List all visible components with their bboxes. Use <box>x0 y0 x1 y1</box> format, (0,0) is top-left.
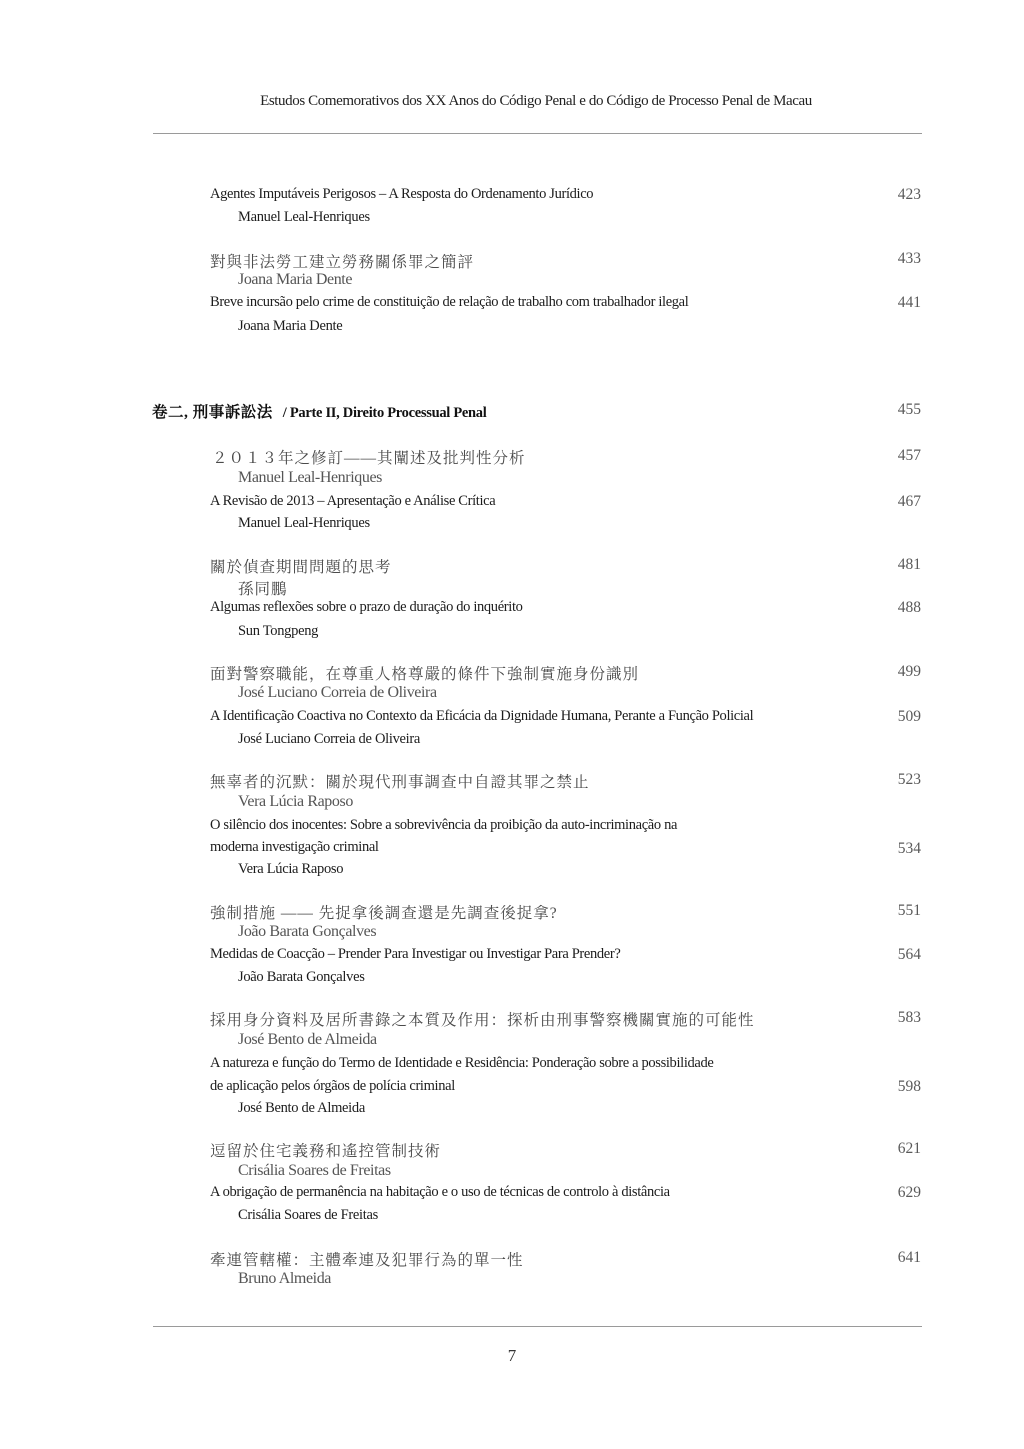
toc-entry-author: Manuel Leal-Henriques <box>238 515 370 531</box>
toc-entry-page[interactable]: 564 <box>897 946 921 963</box>
toc-entry-author: Sun Tongpeng <box>238 623 319 639</box>
toc-entry-title[interactable]: 無辜者的沉默：關於現代刑事調查中自證其罪之禁止 <box>210 774 590 791</box>
toc-entry-title[interactable]: O silêncio dos inocentes: Sobre a sobrevivência da proibição da auto-incriminação na <box>210 817 678 833</box>
toc-entry-title[interactable]: A natureza e função do Termo de Identidade e Residência: Ponderação sobre a possibilidade <box>210 1055 714 1071</box>
toc-entry-title[interactable]: 對與非法勞工建立勞務關係罪之簡評 <box>210 254 475 271</box>
toc-entry-page[interactable]: 509 <box>897 708 921 725</box>
toc-entry-author: Vera Lúcia Raposo <box>238 861 344 877</box>
section-title-zh: 卷二, 刑事訴訟法 <box>152 404 273 421</box>
toc-entry-title[interactable]: 強制措施 —— 先捉拿後調查還是先調查後捉拿? <box>210 905 558 922</box>
toc-entry-page[interactable]: 534 <box>897 840 921 857</box>
footer-rule <box>153 1326 922 1327</box>
toc-entry-title[interactable]: Medidas de Coacção – Prender Para Investigar ou Investigar Para Prender? <box>210 946 621 962</box>
toc-entry-page[interactable]: 423 <box>897 186 921 203</box>
toc-entry-page[interactable]: 457 <box>897 447 921 464</box>
toc-entry-page[interactable]: 551 <box>897 902 921 919</box>
header-rule <box>153 133 922 134</box>
toc-entry-author: José Bento de Almeida <box>238 1031 377 1048</box>
toc-entry-page[interactable]: 523 <box>897 771 921 788</box>
toc-entry-author: 孫同鵬 <box>238 581 288 598</box>
toc-entry-title[interactable]: Algumas reflexões sobre o prazo de duração do inquérito <box>210 599 523 615</box>
toc-entry-author: Crisália Soares de Freitas <box>238 1162 391 1179</box>
toc-entry-author: Manuel Leal-Henriques <box>238 469 382 486</box>
toc-entry-author: José Bento de Almeida <box>238 1100 365 1116</box>
toc-entry-title[interactable]: 關於偵查期間問題的思考 <box>210 559 392 576</box>
toc-entry-page[interactable]: 433 <box>897 250 921 267</box>
running-header: Estudos Comemorativos dos XX Anos do Código Penal e do Código de Processo Penal de Macau <box>260 93 812 109</box>
toc-entry-author: Joana Maria Dente <box>238 318 343 334</box>
toc-entry-page[interactable]: 481 <box>897 556 921 573</box>
toc-entry-author: João Barata Gonçalves <box>238 969 365 985</box>
toc-entry-title[interactable]: A Revisão de 2013 – Apresentação e Análise Crítica <box>210 493 496 509</box>
toc-entry-title[interactable]: A obrigação de permanência na habitação e o uso de técnicas de controlo à distância <box>210 1184 670 1200</box>
toc-entry-page[interactable]: 598 <box>897 1078 921 1095</box>
page-number: 7 <box>507 1346 517 1365</box>
toc-entry-title-continued[interactable]: moderna investigação criminal <box>210 839 379 855</box>
toc-entry-author: Bruno Almeida <box>238 1270 332 1287</box>
section-page[interactable]: 455 <box>897 401 921 418</box>
toc-entry-author: Joana Maria Dente <box>238 271 353 288</box>
toc-entry-title[interactable]: Breve incursão pelo crime de constituição de relação de trabalho com trabalhador ilegal <box>210 294 689 310</box>
toc-entry-page[interactable]: 441 <box>897 294 921 311</box>
toc-entry-title[interactable]: ２０１３年之修訂——其闡述及批判性分析 <box>212 450 526 467</box>
toc-entry-author: Crisália Soares de Freitas <box>238 1207 378 1223</box>
toc-entry-author: Manuel Leal-Henriques <box>238 209 370 225</box>
toc-entry-title[interactable]: 採用身分資料及居所書錄之本質及作用：探析由刑事警察機關實施的可能性 <box>210 1012 755 1029</box>
toc-entry-author: João Barata Gonçalves <box>238 923 377 940</box>
section-title-pt: / Parte II, Direito Processual Penal <box>282 405 487 421</box>
toc-entry-title[interactable]: 逗留於住宅義務和遙控管制技術 <box>210 1143 442 1160</box>
toc-entry-title[interactable]: 面對警察職能，在尊重人格尊嚴的條件下強制實施身份識別 <box>210 666 640 683</box>
toc-entry-title[interactable]: 牽連管轄權：主體牽連及犯罪行為的單一性 <box>210 1252 524 1269</box>
toc-entry-author: José Luciano Correia de Oliveira <box>238 731 421 747</box>
toc-entry-page[interactable]: 629 <box>897 1184 921 1201</box>
toc-entry-title[interactable]: A Identificação Coactiva no Contexto da Eficácia da Dignidade Humana, Perante a Função Policial <box>210 708 754 724</box>
toc-entry-page[interactable]: 621 <box>897 1140 921 1157</box>
toc-entry-page[interactable]: 583 <box>897 1009 921 1026</box>
toc-entry-author: José Luciano Correia de Oliveira <box>238 684 437 701</box>
toc-entry-page[interactable]: 499 <box>897 663 921 680</box>
toc-entry-author: Vera Lúcia Raposo <box>238 793 353 810</box>
toc-entry-title[interactable]: Agentes Imputáveis Perigosos – A Resposta do Ordenamento Jurídico <box>210 186 594 202</box>
toc-entry-page[interactable]: 641 <box>897 1249 921 1266</box>
toc-entry-title-continued[interactable]: de aplicação pelos órgãos de polícia criminal <box>210 1078 455 1094</box>
toc-entry-page[interactable]: 467 <box>897 493 921 510</box>
section-heading[interactable] <box>152 400 486 422</box>
toc-entry-page[interactable]: 488 <box>897 599 921 616</box>
